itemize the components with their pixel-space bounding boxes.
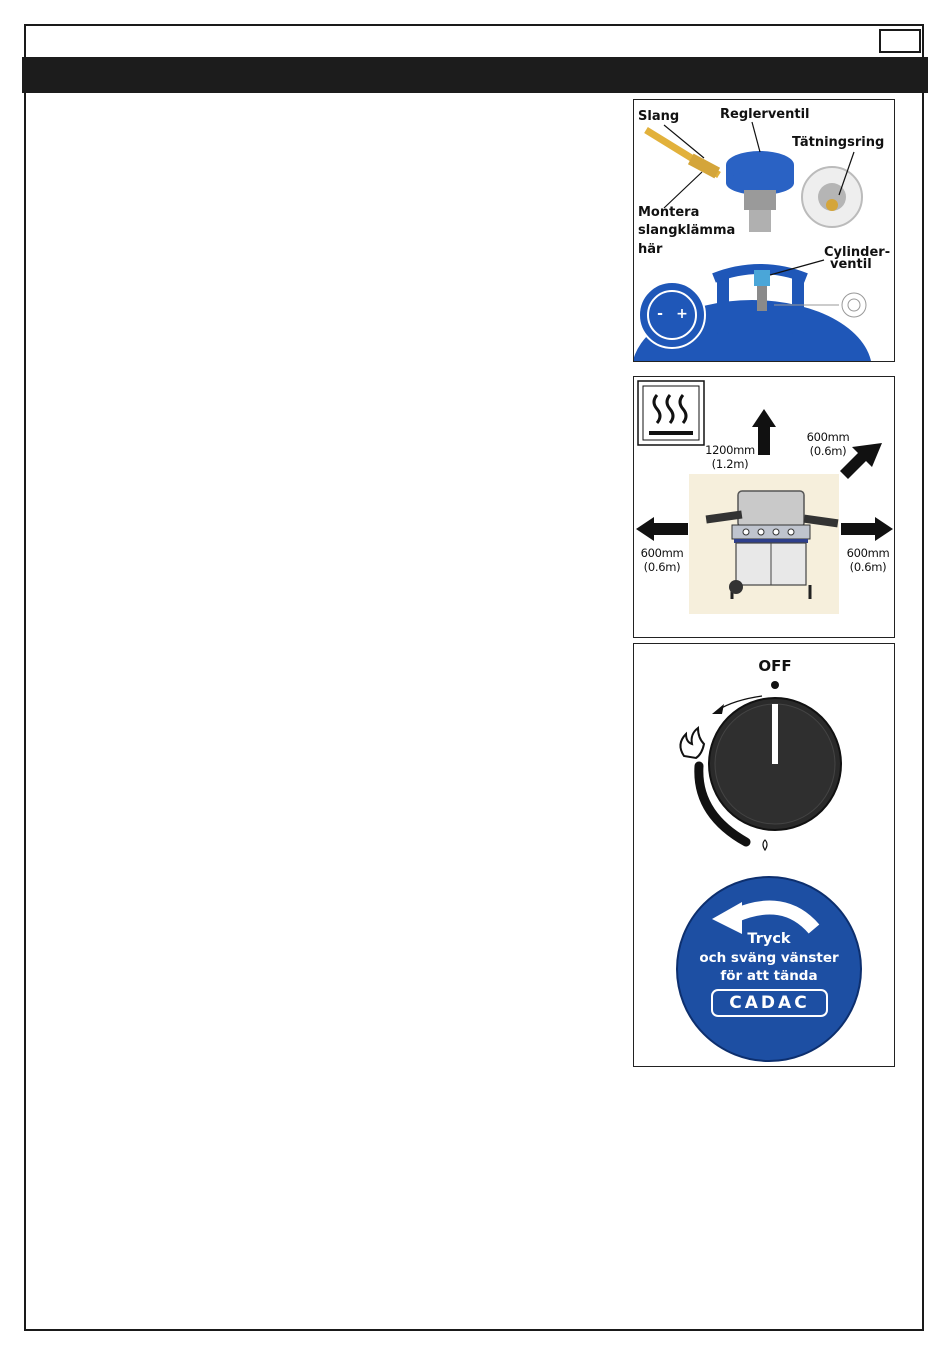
regulator-base	[744, 190, 776, 210]
flame-icon	[680, 728, 704, 758]
clamp-label-line3: här	[638, 242, 663, 257]
sticker-text-line3: för att tända	[720, 968, 818, 984]
clearance-left-value: 600mm	[640, 546, 684, 560]
regulator-illustration-panel	[633, 99, 895, 362]
clearance-topright-value: 600mm	[806, 430, 850, 444]
grill-wheel	[729, 580, 743, 594]
cylinder-valve-label-line1: Cylinder-	[824, 245, 891, 260]
clearance-top-value: 1200mm	[705, 443, 755, 457]
clamp-label-line2: slangklämma	[638, 223, 736, 238]
leader-regulator	[752, 122, 760, 152]
cylinder-valve	[757, 286, 767, 311]
clearance-left-meters: (0.6m)	[643, 560, 681, 574]
clearance-top-meters: (1.2m)	[711, 457, 749, 471]
sticker-text-line2: och sväng vänster	[699, 950, 839, 966]
sticker-text-line1: Tryck	[747, 931, 791, 947]
hose-label: Slang	[638, 109, 680, 124]
page-number-box	[879, 29, 921, 53]
cylinder-valve-cap	[754, 270, 770, 286]
clamp-label-line1: Montera	[638, 205, 700, 220]
clearance-right-value: 600mm	[846, 546, 890, 560]
clearance-illustration-panel	[633, 376, 895, 638]
clearance-illustration	[634, 377, 895, 638]
dial-plus: +	[676, 306, 688, 322]
seal-ring-label: Tätningsring	[792, 135, 885, 150]
brand-label: CADAC	[729, 993, 810, 1013]
leader-clamp	[664, 172, 702, 208]
small-flame-icon	[763, 840, 767, 850]
valve-detail-icon	[842, 293, 866, 317]
knob-pointer	[772, 704, 778, 764]
dial-minus: -	[657, 306, 663, 322]
grill-hood	[738, 491, 804, 527]
clearance-right-meters: (0.6m)	[849, 560, 887, 574]
arrow-right-icon	[841, 517, 893, 541]
header-bar	[22, 57, 928, 93]
cylinder-valve-label-line2: ventil	[830, 257, 872, 272]
off-indicator-dot	[771, 681, 779, 689]
knob-illustration-panel	[633, 643, 895, 1067]
regulator-label: Reglerventil	[720, 107, 810, 122]
off-label: OFF	[758, 657, 792, 675]
cylinder-collar-left	[717, 275, 729, 335]
clearance-topright-meters: (0.6m)	[809, 444, 847, 458]
arrow-left-icon	[636, 517, 688, 541]
